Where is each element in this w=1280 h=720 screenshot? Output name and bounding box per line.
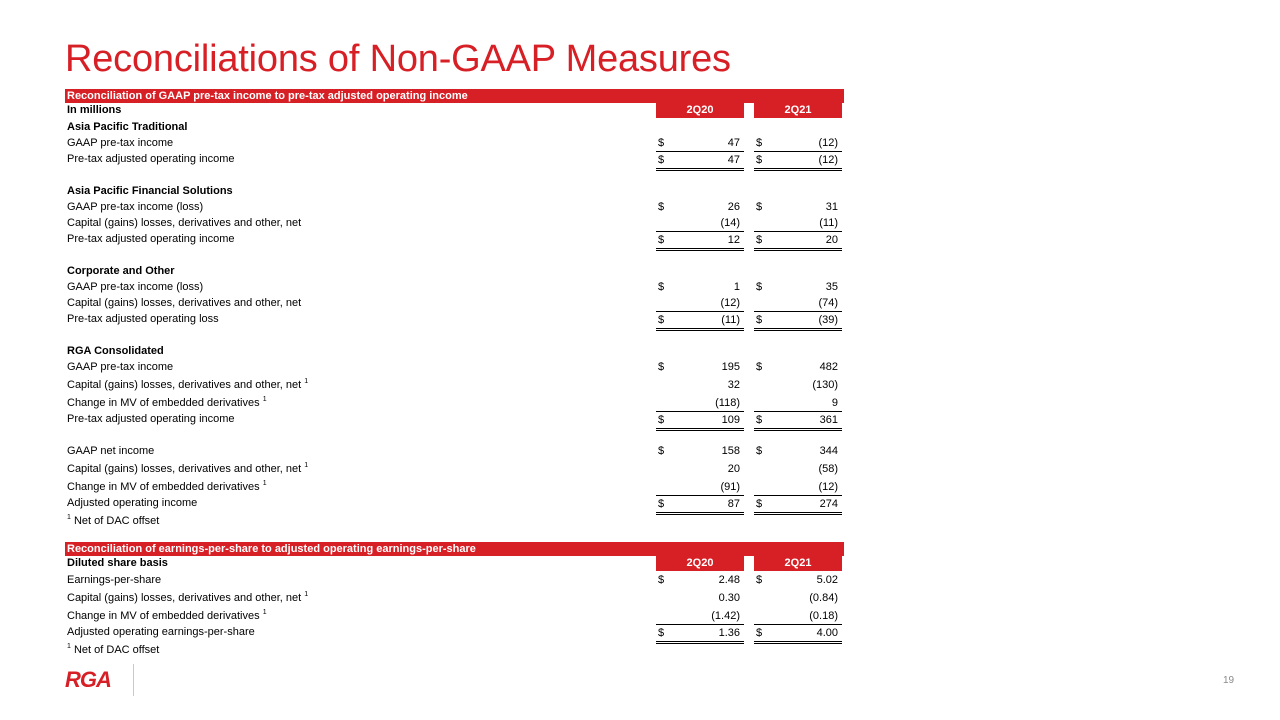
- value: 12: [727, 234, 740, 246]
- value: 5.02: [816, 574, 838, 586]
- row-label: Adjusted operating income: [67, 497, 198, 509]
- table-row-total: [65, 411, 844, 427]
- column-header-2q20: 2Q20: [656, 556, 744, 571]
- value: (58): [818, 463, 838, 475]
- value: 9: [831, 397, 838, 409]
- table-banner: Reconciliation of earnings-per-share to adjusted operating earnings-per-share: [65, 542, 844, 556]
- row-label: GAAP pre-tax income (loss): [67, 281, 204, 293]
- footnote-text: Net of DAC offset: [73, 644, 160, 656]
- row-label-text: Capital (gains) losses, derivatives and other, net: [67, 379, 302, 391]
- page-number: 19: [1223, 675, 1235, 686]
- footnote-marker: 1: [304, 462, 309, 469]
- row-label-text: Change in MV of embedded derivatives: [67, 481, 260, 493]
- value: (12): [720, 297, 740, 309]
- value: 158: [721, 445, 740, 457]
- value: (12): [818, 481, 838, 493]
- value: (0.84): [809, 592, 838, 604]
- table-row: [65, 477, 844, 495]
- value: 26: [727, 201, 740, 213]
- dollar-sign: $: [658, 234, 665, 246]
- section-heading: [65, 263, 844, 279]
- dollar-sign: $: [658, 414, 665, 426]
- rga-logo: RGA: [65, 667, 111, 692]
- column-header-2q21: 2Q21: [754, 556, 842, 571]
- dollar-sign: $: [658, 445, 665, 457]
- footnote-marker: 1: [262, 480, 267, 487]
- table-header-row: [65, 556, 844, 572]
- value: (74): [818, 297, 838, 309]
- value: 361: [819, 414, 838, 426]
- table-row: [65, 199, 844, 215]
- dollar-sign: $: [756, 574, 763, 586]
- value: 0.30: [718, 592, 740, 604]
- value: 35: [825, 281, 838, 293]
- row-label-text: Change in MV of embedded derivatives: [67, 397, 260, 409]
- reconciliation-table-pretax: [65, 89, 844, 529]
- table-row-total: [65, 624, 844, 640]
- table-row: [65, 606, 844, 624]
- table-row: [65, 393, 844, 411]
- dollar-sign: $: [756, 234, 763, 246]
- spacer-row: [65, 327, 844, 343]
- dollar-sign: $: [756, 498, 763, 510]
- reconciliation-table-eps: [65, 542, 844, 658]
- footnote: [65, 511, 844, 529]
- value: 274: [819, 498, 838, 510]
- column-header-2q21: 2Q21: [754, 103, 842, 118]
- section-heading: [65, 343, 844, 359]
- row-label: Pre-tax adjusted operating income: [67, 153, 235, 165]
- dollar-sign: $: [658, 498, 665, 510]
- table-row: [65, 279, 844, 295]
- value: 344: [819, 445, 838, 457]
- footnote-marker: 1: [67, 643, 71, 650]
- dollar-sign: $: [658, 574, 665, 586]
- table-header-row: [65, 103, 844, 119]
- table-row: [65, 459, 844, 477]
- value: 31: [825, 201, 838, 213]
- section-heading-label: Corporate and Other: [67, 265, 175, 277]
- value-cell: [656, 135, 744, 151]
- table-row-total: [65, 151, 844, 167]
- value: 2.48: [718, 574, 740, 586]
- table-row: [65, 588, 844, 606]
- dollar-sign: $: [756, 137, 763, 149]
- section-heading-label: Asia Pacific Financial Solutions: [67, 185, 233, 197]
- value: (12): [818, 154, 838, 166]
- row-label: [67, 610, 267, 622]
- dollar-sign: $: [658, 154, 665, 166]
- section-heading: [65, 183, 844, 199]
- table-row: [65, 359, 844, 375]
- table-row: [65, 572, 844, 588]
- dollar-sign: $: [756, 361, 763, 373]
- dollar-sign: $: [658, 627, 665, 639]
- value: 20: [825, 234, 838, 246]
- footnote-text: Net of DAC offset: [73, 515, 160, 527]
- row-label: GAAP net income: [67, 445, 155, 457]
- value: (130): [812, 379, 838, 391]
- value: 87: [727, 498, 740, 510]
- value: (39): [818, 314, 838, 326]
- row-label: GAAP pre-tax income: [67, 361, 174, 373]
- footnote-marker: 1: [304, 591, 309, 598]
- value: 32: [727, 379, 740, 391]
- row-label: Pre-tax adjusted operating loss: [67, 313, 219, 325]
- dollar-sign: $: [756, 201, 763, 213]
- value: 20: [727, 463, 740, 475]
- value: (1.42): [711, 610, 740, 622]
- row-label: GAAP pre-tax income (loss): [67, 201, 204, 213]
- value: (91): [720, 481, 740, 493]
- row-label-text: Change in MV of embedded derivatives: [67, 610, 260, 622]
- footnote-marker: 1: [262, 609, 267, 616]
- footnote-marker: 1: [262, 396, 267, 403]
- unit-label: In millions: [67, 104, 122, 116]
- value: (11): [819, 217, 838, 229]
- dollar-sign: $: [756, 627, 763, 639]
- table-row: [65, 295, 844, 311]
- value: 482: [819, 361, 838, 373]
- row-label: Pre-tax adjusted operating income: [67, 413, 235, 425]
- dollar-sign: $: [756, 314, 763, 326]
- spacer-row: [65, 427, 844, 443]
- value: (11): [721, 314, 740, 326]
- dollar-sign: $: [756, 445, 763, 457]
- table-row-total: [65, 231, 844, 247]
- dollar-sign: $: [658, 281, 665, 293]
- value-cell: [754, 135, 842, 151]
- dollar-sign: $: [756, 281, 763, 293]
- page-title: Reconciliations of Non-GAAP Measures: [65, 38, 731, 80]
- table-banner: Reconciliation of GAAP pre-tax income to pre-tax adjusted operating income: [65, 89, 844, 103]
- logo-divider: [133, 664, 134, 696]
- row-label: [67, 463, 308, 475]
- section-heading-label: RGA Consolidated: [67, 345, 164, 357]
- value: 47: [727, 137, 740, 149]
- row-label: [67, 397, 267, 409]
- row-label: Capital (gains) losses, derivatives and other, net: [67, 297, 302, 309]
- dollar-sign: $: [658, 201, 665, 213]
- footnote-marker: 1: [304, 378, 309, 385]
- table-row: [65, 215, 844, 231]
- value: 109: [721, 414, 740, 426]
- row-label: GAAP pre-tax income: [67, 137, 174, 149]
- value: (14): [720, 217, 740, 229]
- unit-label: Diluted share basis: [67, 557, 168, 569]
- section-heading-label: Asia Pacific Traditional: [67, 121, 188, 133]
- dollar-sign: $: [756, 414, 763, 426]
- value: (0.18): [809, 610, 838, 622]
- footnote: [65, 640, 844, 658]
- value: 4.00: [816, 627, 838, 639]
- row-label: Capital (gains) losses, derivatives and other, net: [67, 217, 302, 229]
- value: 1: [733, 281, 740, 293]
- spacer-row: [65, 167, 844, 183]
- table-row-total: [65, 495, 844, 511]
- table-row: [65, 135, 844, 151]
- dollar-sign: $: [756, 154, 763, 166]
- dollar-sign: $: [658, 361, 665, 373]
- row-label-text: Capital (gains) losses, derivatives and other, net: [67, 592, 302, 604]
- table-row: [65, 375, 844, 393]
- value: 1.36: [718, 627, 740, 639]
- footnote-marker: 1: [67, 514, 71, 521]
- table-row-total: [65, 311, 844, 327]
- value: 47: [727, 154, 740, 166]
- row-label: [67, 592, 308, 604]
- value: (12): [818, 137, 838, 149]
- row-label: Adjusted operating earnings-per-share: [67, 626, 255, 638]
- row-label: Pre-tax adjusted operating income: [67, 233, 235, 245]
- spacer-row: [65, 247, 844, 263]
- table-row: [65, 443, 844, 459]
- dollar-sign: $: [658, 137, 665, 149]
- row-label: Earnings-per-share: [67, 574, 162, 586]
- row-label-text: Capital (gains) losses, derivatives and other, net: [67, 463, 302, 475]
- value: 195: [721, 361, 740, 373]
- dollar-sign: $: [658, 314, 665, 326]
- section-heading: [65, 119, 844, 135]
- value: (118): [715, 397, 740, 409]
- row-label: [67, 481, 267, 493]
- column-header-2q20: 2Q20: [656, 103, 744, 118]
- row-label: [67, 379, 308, 391]
